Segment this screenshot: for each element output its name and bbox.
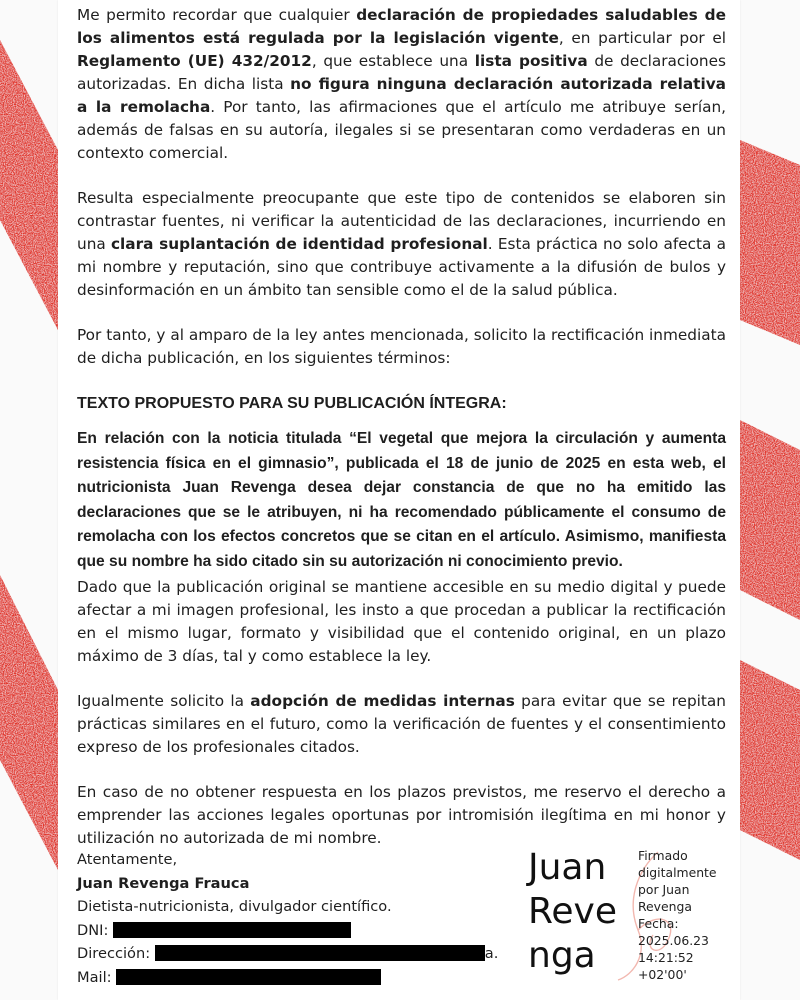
mail-line: Mail: bbox=[77, 966, 498, 990]
signer-title: Dietista-nutricionista, divulgador científico. bbox=[77, 898, 392, 915]
redaction-bar bbox=[113, 922, 351, 938]
proposed-text-quote: En relación con la noticia titulada “El vegetal que mejora la circulación y aumenta resistencia física en el gimnasio”, publicada el 18 de junio de 2025 en esta web, el nutricionista Juan Revenga desea dejar constancia de que no ha emitido las declaraciones que se le atribuyen, ni ha recomendado públicamente el consumo de remolacha con los efectos concretos que se citan en el artículo. Asimismo, manifiesta que su nombre ha sido citado sin su autorización ni conocimiento previo. bbox=[77, 430, 726, 570]
redaction-bar bbox=[116, 969, 381, 985]
redaction-bar bbox=[155, 945, 485, 961]
letter-body bbox=[77, 4, 726, 850]
dni-line: DNI: bbox=[77, 919, 498, 943]
left-stripe-top bbox=[0, 40, 58, 330]
signer-name: Juan Revenga Frauca bbox=[77, 874, 250, 892]
digital-signature-details: Firmado digitalmente por Juan Revenga Fecha: 2025.06.23 14:21:52 +02'00' bbox=[638, 848, 717, 982]
left-stripe-middle bbox=[0, 575, 58, 870]
paragraph-concern: Resulta especialmente preocupante que este tipo de contenidos se elaboren sin contrastar fuentes, ni verificar la autenticidad de las declaraciones, incurriendo en una clara suplantación de identidad profesional. Esta práctica no solo afecta a mi nombre y reputación, sino que contribuye activamente a la difusión de bulos y desinformación en un ámbito tan sensible como el de la salud pública. bbox=[77, 189, 726, 299]
right-stripe-bottom bbox=[740, 660, 800, 860]
paragraph-request: Por tanto, y al amparo de la ley antes mencionada, solicito la rectificación inmediata de dicha publicación, en los siguientes términos: bbox=[77, 326, 726, 367]
paragraph-internal-measures: Igualmente solicito la adopción de medidas internas para evitar que se repitan prácticas similares en el futuro, como la verificación de fuentes y el consentimiento expreso de los profesionales citados. bbox=[77, 692, 726, 756]
proposed-text-heading: TEXTO PROPUESTO PARA SU PUBLICACIÓN ÍNTEGRA: bbox=[77, 395, 507, 412]
letter-page bbox=[58, 0, 740, 1000]
paragraph-legal-actions: En caso de no obtener respuesta en los plazos previstos, me reservo el derecho a emprender las acciones legales oportunas por intromisión ilegítima en mi honor y utilización no autorizada de mi nombre. bbox=[77, 783, 726, 847]
paragraph-deadline: Dado que la publicación original se mantiene accesible en su medio digital y puede afectar a mi imagen profesional, les insto a que procedan a publicar la rectificación en el mismo lugar, formato y visibilidad que el contenido original, en un plazo máximo de 3 días, tal y como establece la ley. bbox=[77, 578, 726, 665]
digital-signature-name: Juan Reve nga bbox=[528, 847, 617, 976]
right-stripe-top bbox=[740, 140, 800, 345]
closing-block bbox=[77, 848, 498, 989]
paragraph-regulation: Me permito recordar que cualquier declaración de propiedades saludables de los alimentos está regulada por la legislación vigente, en particular por el Reglamento (UE) 432/2012, que establece una lista positiva de declaraciones autorizadas. En dicha lista no figura ninguna declaración autorizada relativa a la remolacha. Por tanto, las afirmaciones que el artículo me atribuye serían, además de falsas en su autoría, ilegales si se presentaran como verdaderas en un contexto comercial. bbox=[77, 6, 727, 162]
salutation: Atentamente, bbox=[77, 851, 178, 868]
address-line: Dirección: a. bbox=[77, 945, 499, 962]
right-stripe-middle bbox=[740, 420, 800, 620]
